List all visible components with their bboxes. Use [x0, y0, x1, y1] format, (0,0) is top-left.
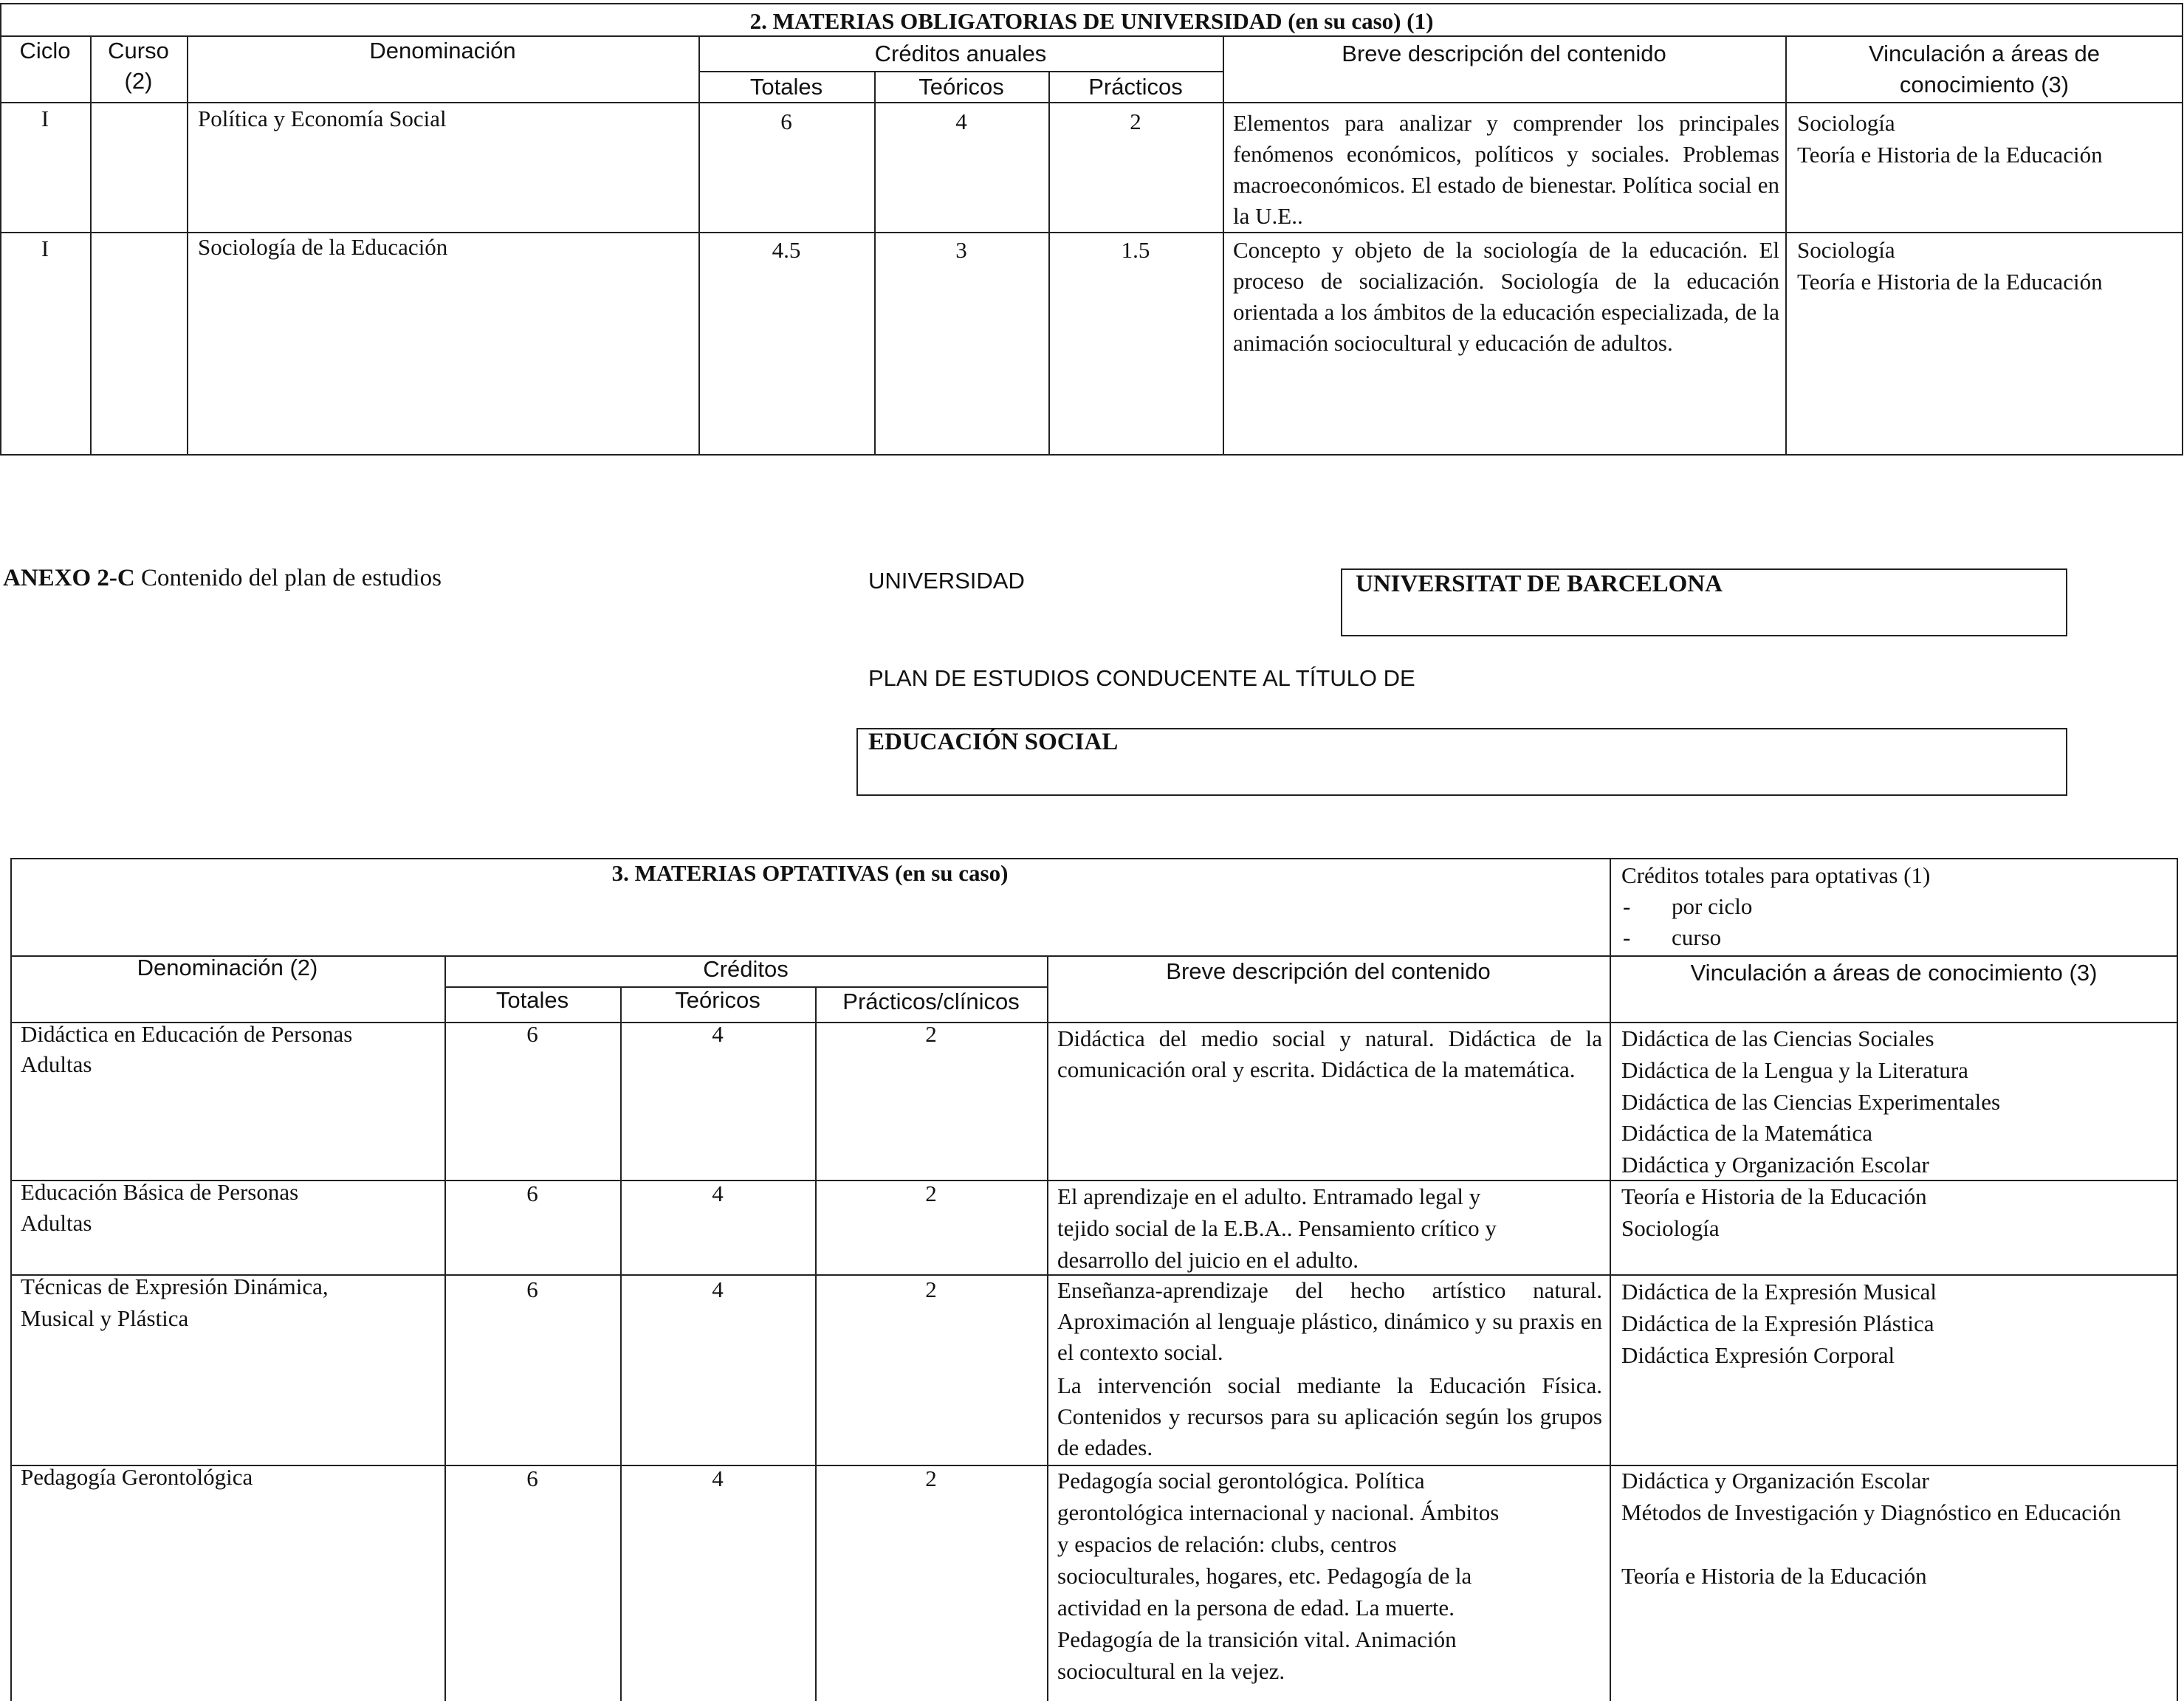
row1-area-2: Teoría e Historia de la Educación: [1797, 142, 2103, 168]
opt1-practicos: 2: [925, 1021, 937, 1047]
header-teoricos: Teóricos: [675, 987, 760, 1013]
row1-denominacion: Política y Economía Social: [198, 106, 447, 131]
opt1-denominacion-1: Didáctica en Educación de Personas: [21, 1021, 353, 1047]
header-creditos: Créditos anuales: [874, 41, 1047, 66]
opt3-descripcion: Enseñanza-aprendizaje del hecho artístico natural. Aproximación al lenguaje plástico, dinámico y su praxis en el contexto social.: [1057, 1277, 1602, 1365]
row2-ciclo: I: [41, 236, 49, 261]
dash-2: -: [1623, 924, 1631, 950]
table-title: 3. MATERIAS OPTATIVAS (en su caso): [611, 860, 1009, 886]
opt2-teoricos: 4: [712, 1181, 724, 1206]
header-totales: Totales: [495, 987, 569, 1013]
opt1-totales: 6: [526, 1021, 538, 1047]
row2-descripcion: Concepto y objeto de la sociología de la educación. El proceso de socialización. Sociología de la educación orientada a los ámbitos de la educación especializada, de la animación sociocultural y educación de adultos.: [1233, 237, 1779, 356]
opt1-descripcion: Didáctica del medio social y natural. Didáctica de la comunicación oral y escrita. Didáctica de la matemática.: [1057, 1025, 1602, 1082]
opt3-area-1: Didáctica de la Expresión Musical: [1621, 1279, 1937, 1305]
header-denominacion: Denominación: [369, 38, 516, 63]
header-curso-note: (2): [124, 68, 153, 94]
opt4-descripcion-5: actividad en la persona de edad. La muerte.: [1057, 1595, 1455, 1621]
opt2-descripcion-2: tejido social de la E.B.A.. Pensamiento crítico y: [1057, 1215, 1497, 1241]
opt4-descripcion-4: socioculturales, hogares, etc. Pedagogía de la: [1057, 1563, 1472, 1589]
opt1-area-5: Didáctica y Organización Escolar: [1621, 1152, 1929, 1178]
opt4-descripcion-1: Pedagogía social gerontológica. Política: [1057, 1468, 1425, 1494]
opt4-descripcion-3: y espacios de relación: clubs, centros: [1057, 1531, 1397, 1557]
header-curso: Curso: [108, 38, 169, 63]
opt1-area-2: Didáctica de la Lengua y la Literatura: [1621, 1057, 1968, 1083]
header-teoricos: Teóricos: [918, 74, 1004, 100]
opt3-totales: 6: [526, 1276, 538, 1302]
row2-totales: 4.5: [772, 237, 801, 263]
dash-1: -: [1623, 893, 1631, 919]
opt3-practicos: 2: [925, 1276, 937, 1302]
row2-practicos: 1.5: [1121, 237, 1150, 263]
opt3-denominacion-2: Musical y Plástica: [21, 1305, 189, 1331]
opt4-descripcion-2: gerontológica internacional y nacional. Ámbitos: [1057, 1499, 1500, 1525]
opt2-denominacion-1: Educación Básica de Personas: [21, 1179, 299, 1205]
titulo-value: EDUCACIÓN SOCIAL: [868, 729, 1119, 755]
header-creditos: Créditos: [703, 956, 789, 982]
row1-teoricos: 4: [955, 109, 967, 134]
header-descripcion: Breve descripción del contenido: [1342, 41, 1666, 66]
header-practicos: Prácticos: [1088, 74, 1183, 100]
row2-area-1: Sociología: [1797, 237, 1895, 263]
row2-area-2: Teoría e Historia de la Educación: [1797, 269, 2103, 295]
opt1-area-1: Didáctica de las Ciencias Sociales: [1621, 1025, 1934, 1051]
opt2-totales: 6: [526, 1181, 538, 1206]
opt2-descripcion-1: El aprendizaje en el adulto. Entramado legal y: [1057, 1183, 1481, 1209]
opt1-denominacion-2: Adultas: [21, 1051, 92, 1077]
opt4-denominacion-1: Pedagogía Gerontológica: [21, 1464, 253, 1490]
opt2-practicos: 2: [925, 1181, 937, 1206]
opt4-area-3: Teoría e Historia de la Educación: [1621, 1563, 1927, 1589]
header-vinculacion: Vinculación a áreas de: [1868, 41, 2101, 66]
header-totales: Totales: [749, 74, 823, 100]
header-vinculacion: Vinculación a áreas de conocimiento (3): [1690, 960, 2098, 986]
anexo-label: ANEXO 2-C Contenido del plan de estudios: [3, 565, 442, 591]
universidad-value: UNIVERSITAT DE BARCELONA: [1356, 571, 1723, 597]
row2-denominacion: Sociología de la Educación: [198, 234, 448, 260]
opt2-area-2: Sociología: [1621, 1215, 1720, 1241]
table-title: 2. MATERIAS OBLIGATORIAS DE UNIVERSIDAD (en su caso) (1): [749, 8, 1434, 34]
opt4-area-1: Didáctica y Organización Escolar: [1621, 1468, 1929, 1494]
header-descripcion: Breve descripción del contenido: [1166, 958, 1491, 984]
opt4-practicos: 2: [925, 1465, 937, 1491]
opt2-area-1: Teoría e Historia de la Educación: [1621, 1183, 1927, 1209]
creditos-optativas: Créditos totales para optativas (1): [1621, 862, 1931, 888]
row1-descripcion: Elementos para analizar y comprender los principales fenómenos económicos, políticos y sociales. Problemas macroeconómicos. El estado de bienestar. Política social en la U.E..: [1233, 110, 1779, 229]
row1-ciclo: I: [41, 106, 49, 131]
opt4-area-2: Métodos de Investigación y Diagnóstico en Educación: [1621, 1499, 2121, 1525]
opt4-descripcion-6: Pedagogía de la transición vital. Animación: [1057, 1626, 1457, 1652]
opt1-area-3: Didáctica de las Ciencias Experimentales: [1621, 1089, 2001, 1115]
header-vinculacion-2: conocimiento (3): [1899, 72, 2070, 97]
opt1-area-4: Didáctica de la Matemática: [1621, 1120, 1872, 1146]
opt4-descripcion-7: sociocultural en la vejez.: [1057, 1658, 1285, 1684]
por-ciclo: por ciclo: [1672, 893, 1753, 919]
opt2-descripcion-3: desarrollo del juicio en el adulto.: [1057, 1247, 1359, 1273]
opt4-totales: 6: [526, 1465, 538, 1491]
opt3-area-2: Didáctica de la Expresión Plástica: [1621, 1310, 1934, 1336]
header-practicos: Prácticos/clínicos: [842, 989, 1020, 1014]
universidad-label: UNIVERSIDAD: [868, 568, 1025, 594]
opt3-descripcion-2: La intervención social mediante la Educación Física. Contenidos y recursos para su aplicación según los grupos de edades.: [1057, 1372, 1602, 1460]
row1-practicos: 2: [1130, 109, 1141, 134]
header-ciclo: Ciclo: [19, 38, 71, 63]
opt3-teoricos: 4: [712, 1276, 724, 1302]
opt2-denominacion-2: Adultas: [21, 1210, 92, 1236]
curso: curso: [1672, 924, 1722, 950]
row1-totales: 6: [780, 109, 792, 134]
row1-area-1: Sociología: [1797, 110, 1895, 136]
opt4-teoricos: 4: [712, 1465, 724, 1491]
opt3-denominacion-1: Técnicas de Expresión Dinámica,: [21, 1274, 329, 1299]
header-denominacion: Denominación (2): [137, 955, 318, 980]
plan-label: PLAN DE ESTUDIOS CONDUCENTE AL TÍTULO DE: [868, 665, 1415, 691]
row2-teoricos: 3: [955, 237, 967, 263]
opt1-teoricos: 4: [712, 1021, 724, 1047]
opt3-area-3: Didáctica Expresión Corporal: [1621, 1342, 1895, 1368]
